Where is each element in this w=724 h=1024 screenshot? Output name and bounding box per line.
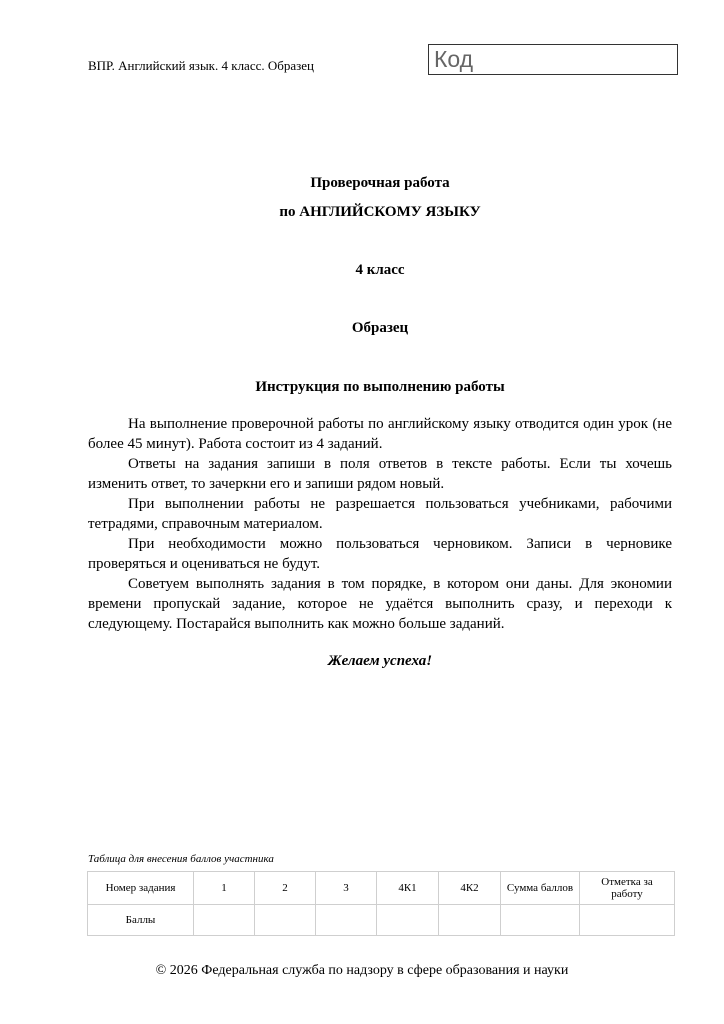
title-line-2: по АНГЛИЙСКОМУ ЯЗЫКУ (279, 204, 481, 220)
task-column-header: 3 (316, 872, 377, 905)
points-cell[interactable] (316, 905, 377, 936)
points-cell[interactable] (194, 905, 255, 936)
score-table-caption: Таблица для внесения баллов участника (88, 853, 274, 865)
good-luck-text: Желаем успеха! (327, 653, 433, 669)
instructions-body (88, 414, 672, 634)
score-table-header-row (88, 872, 675, 905)
title-line-1: Проверочная работа (310, 175, 450, 191)
code-label: Код (434, 46, 474, 72)
task-column-header: 4К2 (439, 872, 501, 905)
sample-title: Образец (351, 320, 409, 336)
instruction-paragraph: Советуем выполнять задания в том порядке, в котором они даны. Для экономии времени пропускай задание, которое не удаётся выполнить сразу, и переходи к следующему. Постарайся выполнить как можно больше заданий. (88, 576, 672, 632)
grade-column-header: Отметка за работу (580, 872, 675, 905)
task-column-header: 4К1 (377, 872, 439, 905)
instructions-heading: Инструкция по выполнению работы (255, 379, 505, 395)
code-field[interactable] (428, 44, 678, 75)
total-column-header: Сумма баллов (501, 872, 580, 905)
points-cell[interactable] (255, 905, 316, 936)
points-cell[interactable] (439, 905, 501, 936)
instruction-paragraph: На выполнение проверочной работы по английскому языку отводится один урок (не более 45 минут). Работа состоит из 4 заданий. (88, 416, 672, 452)
points-cell[interactable] (580, 905, 675, 936)
footer-copyright: © 2026 Федеральная служба по надзору в сфере образования и науки (155, 963, 569, 978)
instruction-paragraph: Ответы на задания запиши в поля ответов в тексте работы. Если ты хочешь изменить ответ, то зачеркни его и запиши рядом новый. (88, 456, 672, 492)
task-number-label: Номер задания (88, 872, 194, 905)
task-column-header: 2 (255, 872, 316, 905)
points-cell[interactable] (377, 905, 439, 936)
instruction-paragraph: При выполнении работы не разрешается пользоваться учебниками, рабочими тетрадями, справочным материалом. (88, 496, 672, 532)
task-column-header: 1 (194, 872, 255, 905)
points-label: Баллы (88, 905, 194, 936)
grade-title: 4 класс (355, 262, 405, 278)
instruction-paragraph: При необходимости можно пользоваться черновиком. Записи в черновике проверяться и оцениваться не будут. (88, 536, 672, 572)
header-doc-title: ВПР. Английский язык. 4 класс. Образец (88, 58, 314, 73)
points-cell[interactable] (501, 905, 580, 936)
score-table-points-row (88, 905, 675, 936)
score-table (87, 871, 675, 936)
